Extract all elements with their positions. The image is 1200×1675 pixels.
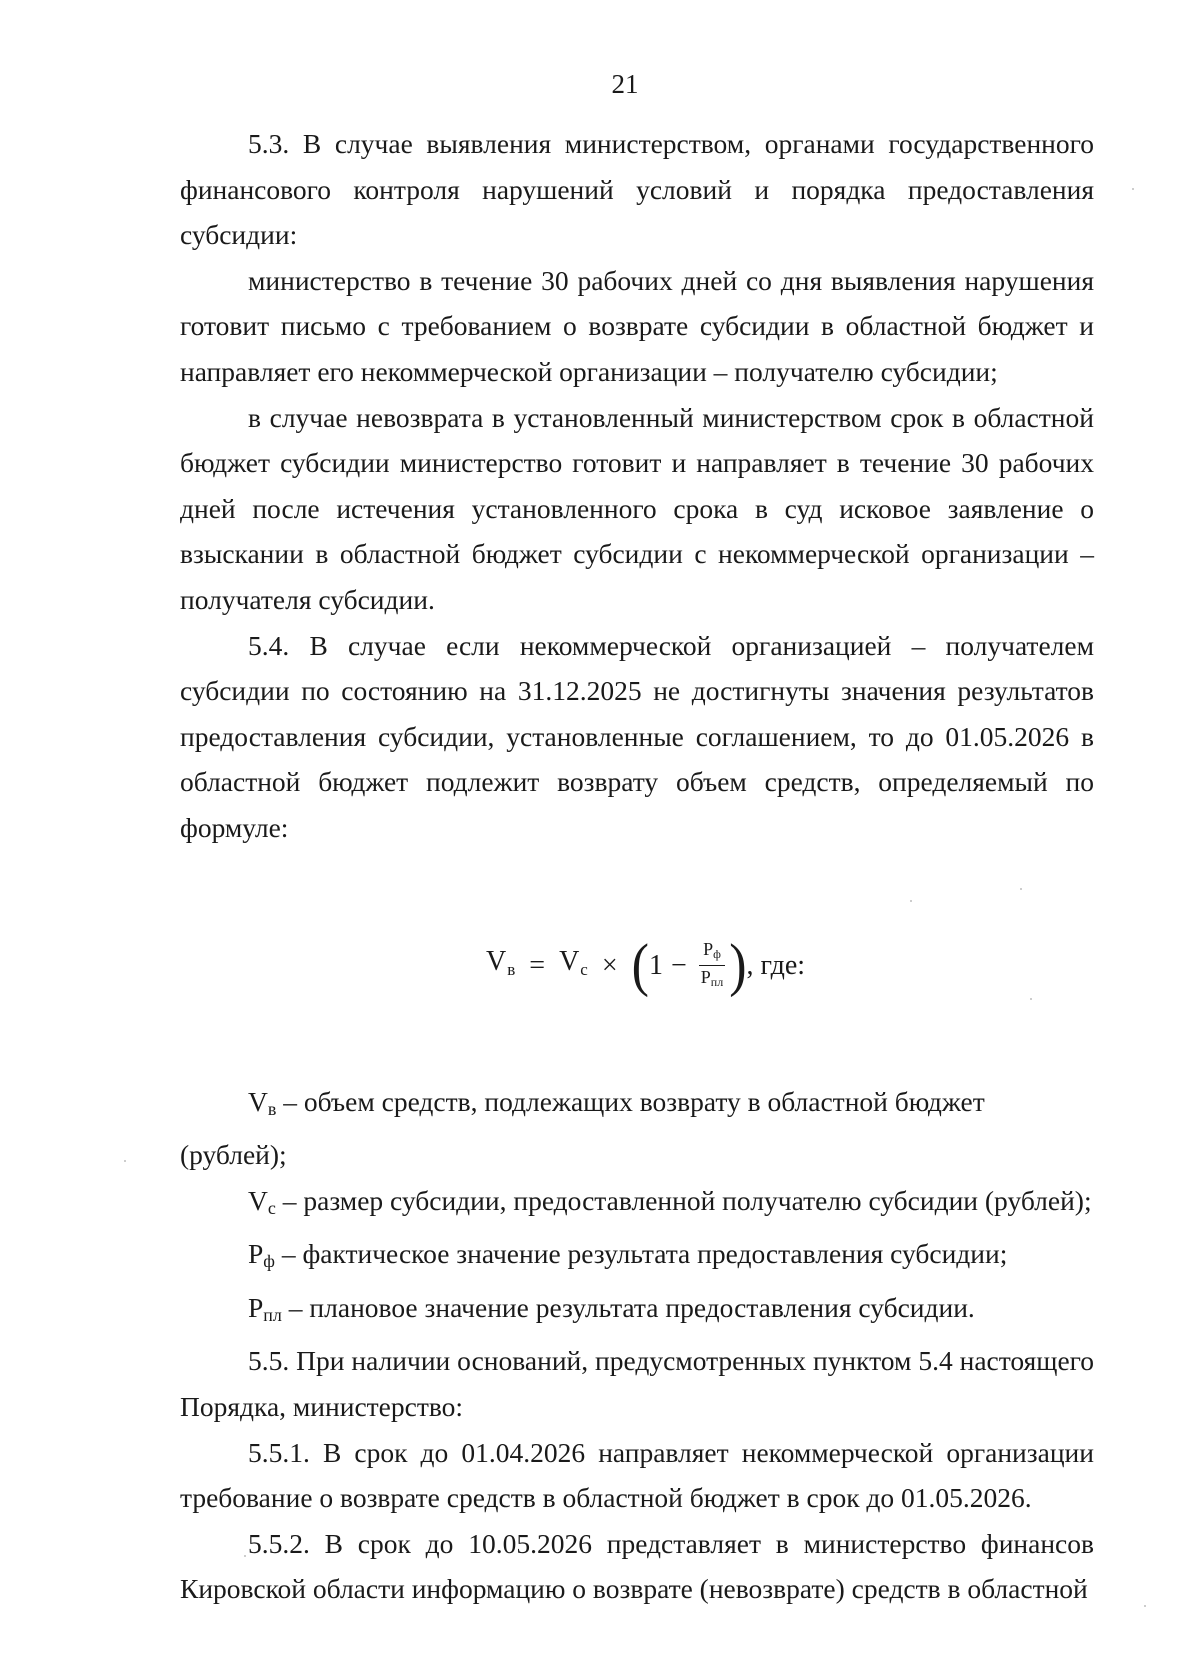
formula-legend bbox=[180, 1079, 1094, 1339]
legend-text: – плановое значение результата предоставления субсидии. bbox=[281, 1291, 975, 1323]
paragraph-court-claim: в случае невозврата в установленный министерством срок в областной бюджет субсидии министерство готовит и направляет в течение 30 рабочих дней после истечения установленного срока в суд исковое заявление о взыскании в областной бюджет субсидии с некоммерческой организации – получателя субсидии. bbox=[180, 401, 1094, 615]
formula-suffix: , где: bbox=[746, 949, 806, 981]
legend-item-vv bbox=[180, 1079, 1094, 1178]
formula-equals: = bbox=[529, 949, 546, 981]
legend-subscript: ф bbox=[263, 1251, 275, 1272]
formula-open-paren: ( bbox=[631, 932, 649, 998]
scan-speck bbox=[124, 1160, 126, 1162]
return-formula bbox=[180, 899, 1094, 1033]
formula-one: 1 bbox=[648, 949, 663, 981]
formula-numerator bbox=[701, 938, 723, 965]
formula-vv bbox=[486, 939, 515, 993]
formula-times: × bbox=[601, 949, 618, 981]
paragraph-5-4: 5.4. В случае если некоммерческой организацией – получателем субсидии по состоянию на 31.12.2025 не достигнуты значения результатов предоставления субсидии, установленные соглашением, то до 01.05.2026 в областной бюджет подлежит возврату объем средств, определяемый по формуле: bbox=[180, 629, 1094, 843]
paragraph-5-5-2: 5.5.2. В срок до 10.05.2026 представляет в министерство финансов Кировской области информацию о возврате (невозврате) средств в областной bbox=[180, 1527, 1094, 1605]
legend-subscript: с bbox=[267, 1197, 276, 1218]
paragraph-ministry-letter: министерство в течение 30 рабочих дней со дня выявления нарушения готовит письмо с требованием о возврате субсидии в областной бюджет и направляет его некоммерческой организации – получателю субсидии; bbox=[180, 264, 1094, 387]
formula-minus: − bbox=[670, 949, 687, 981]
scan-speck bbox=[910, 900, 912, 902]
formula-vv-sub: в bbox=[507, 959, 516, 979]
legend-text: – размер субсидии, предоставленной получателю субсидии (рублей); bbox=[275, 1184, 1092, 1216]
formula-den-base: P bbox=[700, 967, 711, 988]
legend-symbol: P bbox=[248, 1238, 264, 1270]
legend-item-ppl bbox=[180, 1285, 1094, 1339]
scan-speck bbox=[1132, 188, 1134, 190]
legend-subscript: пл bbox=[263, 1304, 282, 1325]
legend-text: – объем средств, подлежащих возврату в областной бюджет (рублей); bbox=[180, 1085, 985, 1171]
scan-speck bbox=[244, 1555, 246, 1557]
formula-num-base: P bbox=[703, 938, 714, 959]
formula-close-paren: ) bbox=[729, 932, 747, 998]
formula-denominator bbox=[699, 966, 725, 993]
legend-symbol: V bbox=[248, 1184, 268, 1216]
formula-num-sub: ф bbox=[713, 946, 721, 961]
formula-vv-base: V bbox=[486, 945, 507, 977]
page-number: 21 bbox=[611, 69, 639, 99]
scan-speck bbox=[1030, 998, 1032, 1000]
formula-den-sub: пл bbox=[710, 975, 724, 990]
formula-fraction bbox=[699, 938, 725, 994]
formula-expression bbox=[486, 899, 805, 1033]
legend-text: – фактическое значение результата предоставления субсидии; bbox=[274, 1238, 1008, 1270]
formula-vc-base: V bbox=[559, 945, 580, 977]
document-body bbox=[180, 121, 1094, 1612]
legend-symbol: P bbox=[248, 1291, 264, 1323]
formula-vc bbox=[559, 939, 588, 993]
legend-subscript: в bbox=[267, 1098, 277, 1119]
paragraph-5-5: 5.5. При наличии оснований, предусмотренных пунктом 5.4 настоящего Порядка, министерство: bbox=[180, 1345, 1094, 1423]
legend-item-vc bbox=[180, 1178, 1094, 1232]
legend-item-pf bbox=[180, 1231, 1094, 1285]
paragraph-5-5-1: 5.5.1. В срок до 01.04.2026 направляет некоммерческой организации требование о возврате средств в областной бюджет в срок до 01.05.2026. bbox=[180, 1436, 1094, 1514]
scan-speck bbox=[1020, 888, 1022, 890]
paragraph-5-3: 5.3. В случае выявления министерством, органами государственного финансового контроля нарушений условий и порядка предоставления субсидии: bbox=[180, 128, 1094, 251]
formula-vc-sub: с bbox=[580, 959, 588, 979]
scan-speck bbox=[1144, 1605, 1146, 1607]
legend-symbol: V bbox=[248, 1085, 268, 1117]
